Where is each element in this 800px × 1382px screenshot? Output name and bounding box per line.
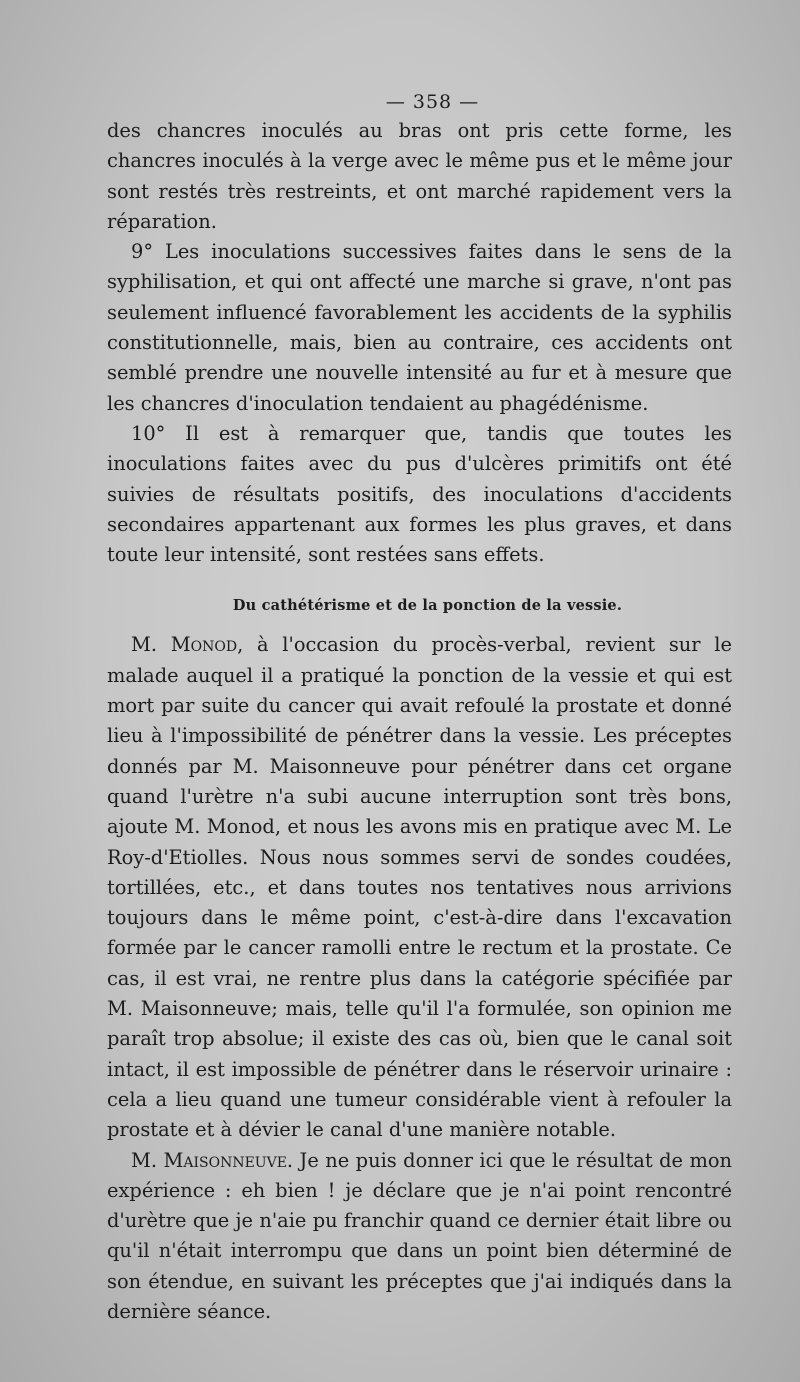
section-heading: Du cathétérisme et de la ponction de la vessie. (232, 597, 623, 615)
book-page (107, 88, 732, 1327)
paragraph-maisonneuve (107, 1146, 732, 1328)
paragraph-point-9: 9° Les inoculations successives faites dans le sens de la syphilisation, et qui ont affecté une marche si grave, n'ont pas seulement influencé favorablement les accidents de la syphilis constitutionnelle, mais, bien au contraire, ces accidents ont semblé prendre une nouvelle intensité au fur et à mesure que les chancres d'inoculation tendaient au phagédénisme. (107, 240, 732, 415)
speaker-name: Monod (170, 633, 238, 657)
paragraph-continuation: des chancres inoculés au bras ont pris cette forme, les chancres inoculés à la verge avec le même pus et le même jour sont restés très restreints, et ont marché rapidement vers la réparation. (107, 119, 732, 233)
paragraph-monod (107, 630, 732, 1145)
speaker-name: Maisonneuve (163, 1148, 287, 1172)
speaker-title: M. (131, 633, 158, 657)
speaker-text: , à l'occasion du procès-verbal, revient sur le malade auquel il a pratiqué la ponction de la vessie et qui est mort par suite du cancer qui avait refoulé la prostate et donné lieu à l'impossibilité de pénétrer dans la vessie. Les préceptes donnés par M. Maisonneuve pour pénétrer dans cet organe quand l'urètre n'a subi aucune interruption sont très bons, ajoute M. Monod, et nous les avons mis en pratique avec M. Le Roy-d'Etiolles. Nous nous sommes servi de sondes coudées, tortillées, etc., et dans toutes nos tentatives nous arrivions toujours dans le même point, c'est-à-dire dans l'excavation formée par le cancer ramolli entre le rectum et la prostate. Ce cas, il est vrai, ne rentre plus dans la catégorie spécifiée par M. Maisonneuve; mais, telle qu'il l'a formulée, son opinion me paraît trop absolue; il existe des cas où, bien que le canal soit intact, il est impossible de pénétrer dans le réservoir urinaire : cela a lieu quand une tumeur considérable vient à refouler la prostate et à dévier le canal d'une manière notable. (107, 633, 732, 1142)
paragraph-point-10: 10° Il est à remarquer que, tandis que toutes les inoculations faites avec du pus d'ulcères primitifs ont été suivies de résultats positifs, des inoculations d'accidents secondaires appartenant aux formes les plus graves, et dans toute leur intensité, sont restées sans effets. (107, 421, 732, 567)
page-number: — 358 — (385, 91, 480, 113)
speaker-title: M. (131, 1148, 158, 1172)
speaker-text: . Je ne puis donner ici que le résultat de mon expérience : eh bien ! je déclare que je n'ai point rencontré d'urètre que je n'aie pu franchir quand ce dernier était libre ou qu'il n'était interrompu que dans un point bien déterminé de son étendue, en suivant les préceptes que j'ai indiqués dans la dernière séance. (107, 1148, 732, 1323)
